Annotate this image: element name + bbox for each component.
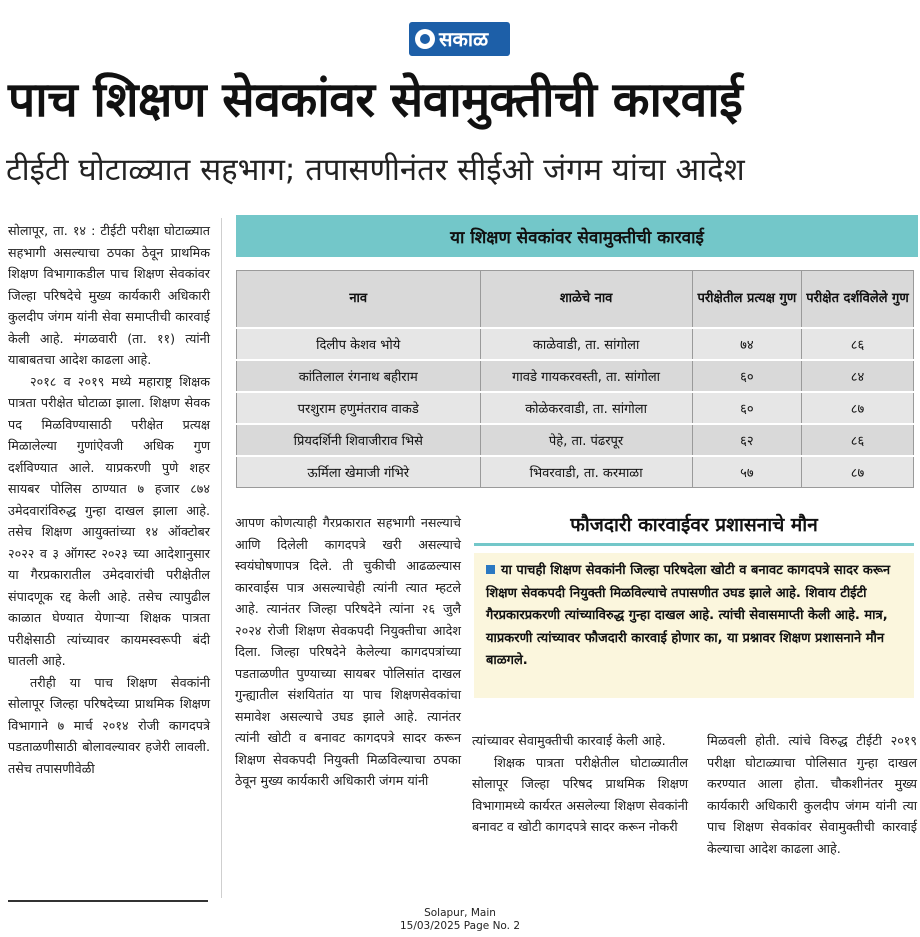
table-row: [237, 360, 914, 392]
page-footer: [0, 907, 920, 933]
bullet-square-icon: [486, 565, 495, 574]
table-cell: ऊर्मिला खेमाजी गंभिरे: [237, 456, 481, 488]
article-paragraph: तरीही या पाच शिक्षण सेवकांनी सोलापूर जिल्हा परिषदेच्या प्राथमिक शिक्षण विभागाने ७ मार्च २०१४ रोजी कागदपत्रे पडताळणीसाठी बोलावल्यावर हजेरी लावली. तसेच तपासणीवेळी: [8, 674, 210, 776]
table-cell: ८७: [801, 392, 913, 424]
table-cell: ७४: [692, 328, 801, 360]
article-column-4: [707, 730, 917, 859]
footer-edition: Solapur, Main: [424, 907, 496, 919]
table-cell: गावडे गायकरवस्ती, ता. सांगोला: [480, 360, 692, 392]
column-end-rule: [8, 900, 208, 902]
headline: पाच शिक्षण सेवकांवर सेवामुक्तीची कारवाई: [8, 72, 743, 128]
sidebar-body: या पाचही शिक्षण सेवकांनी जिल्हा परिषदेला खोटी व बनावट कागदपत्रे सादर करून शिक्षण सेवकपदी नियुक्ती मिळविल्याचे तपासणीत उघड झाले आहे. शिवाय टीईटी गैरप्रकारप्रकरणी त्यांच्याविरुद्ध गुन्हा दाखल आहे. त्यांची सेवासमाप्ती केली आहे. मात्र, याप्रकरणी त्यांच्यावर फौजदारी कारवाई होणार का, या प्रश्नावर शिक्षण प्रशासनाने मौन बाळगले.: [486, 563, 891, 668]
table-cell: काळेवाडी, ता. सांगोला: [480, 328, 692, 360]
table-cell: ६२: [692, 424, 801, 456]
table-header-school: शाळेचे नाव: [480, 271, 692, 329]
sidebar-title: फौजदारी कारवाईवर प्रशासनाचे मौन: [570, 514, 818, 536]
table-cell: ६०: [692, 360, 801, 392]
table-cell: ५७: [692, 456, 801, 488]
footer-date-page: 15/03/2025 Page No. 2: [399, 920, 521, 932]
article-paragraph: सोलापूर, ता. १४ : टीईटी परीक्षा घोटाळ्यात सहभागी असल्याचा ठपका ठेवून प्राथमिक शिक्षण विभागाकडील पाच शिक्षण सेवकांवर जिल्हा परिषदेचे मुख्य कार्यकारी अधिकारी कुलदीप जंगम यांनी सेवा समाप्तीची कारवाई केली आहे. मंगळवारी (ता. ११) त्यांनी याबाबतचा आदेश काढला आहे.: [8, 223, 210, 367]
table-cell: दिलीप केशव भोये: [237, 328, 481, 360]
table-cell: भिवरवाडी, ता. करमाळा: [480, 456, 692, 488]
sidebar-title-rule: [474, 543, 914, 546]
article-column-2: [235, 512, 461, 792]
sidebar-box: [474, 553, 914, 698]
table-header-actual-marks: परीक्षेतील प्रत्यक्ष गुण: [692, 271, 801, 329]
table-header-name: नाव: [237, 271, 481, 329]
table-title: या शिक्षण सेवकांवर सेवामुक्तीची कारवाई: [236, 215, 918, 257]
article-paragraph: शिक्षक पात्रता परीक्षेतील घोटाळ्यातील सोलापूर जिल्हा परिषद प्राथमिक शिक्षण विभागामध्ये कार्यरत असलेल्या शिक्षण सेवकांनी बनावट व खोटी कागदपत्रे सादर करून नोकरी: [472, 754, 688, 834]
table-row: [237, 424, 914, 456]
column-divider: [221, 218, 222, 898]
table-cell: कांतिलाल रंगनाथ बहीराम: [237, 360, 481, 392]
article-paragraph: मिळवली होती. त्यांचे विरुद्ध टीईटी २०१९ परीक्षा घोटाळ्याचा पोलिसात गुन्हा दाखल करण्यात आला होता. चौकशीनंतर मुख्य कार्यकारी अधिकारी कुलदीप जंगम यांनी त्या पाच शिक्षण सेवकांवर सेवामुक्तीची कारवाई केल्याचा आदेश काढला आहे.: [707, 733, 917, 856]
table-cell: परशुराम हणुमंतराव वाकडे: [237, 392, 481, 424]
article-column-1: [8, 220, 210, 779]
article-paragraph: २०१८ व २०१९ मध्ये महाराष्ट्र शिक्षक पात्रता परीक्षेत घोटाळा झाला. शिक्षण सेवक पद मिळविण्यासाठी परीक्षेत प्रत्यक्ष मिळालेल्या गुणांऐवजी अधिक गुण दर्शविण्यात आले. याप्रकरणी पुणे शहर सायबर पोलिस ठाण्यात ७ हजार ८७४ उमेदवारांविरुद्ध गुन्हा दाखल झाला आहे. तसेच शिक्षण आयुक्तांच्या १४ ऑक्टोबर २०२२ व ३ ऑगस्ट २०२३ च्या आदेशानुसार या गैरप्रकारातील उमेदवारांची परीक्षेतील संपादणूक रद्द केली आहे. तसेच त्यापुढील काळात घेण्यात येणाऱ्या शिक्षक पात्रता परीक्षेसाठी त्यांच्यावर कायमस्वरूपी बंदी घातली आहे.: [8, 373, 210, 668]
table-cell: पेहे, ता. पंढरपूर: [480, 424, 692, 456]
article-paragraph: त्यांच्यावर सेवामुक्तीची कारवाई केली आहे.: [472, 733, 666, 748]
table-row: [237, 456, 914, 488]
table-cell: ८६: [801, 328, 913, 360]
article-column-3: [472, 730, 688, 838]
table-cell: कोळेकरवाडी, ता. सांगोला: [480, 392, 692, 424]
table-cell: प्रियदर्शिनी शिवाजीराव भिसे: [237, 424, 481, 456]
logo-text: सकाळ: [439, 27, 489, 51]
table-cell: ८४: [801, 360, 913, 392]
table-header-shown-marks: परीक्षेत दर्शविलेले गुण: [801, 271, 913, 329]
table-row: [237, 328, 914, 360]
masthead-logo: [409, 22, 510, 56]
table-header-row: [237, 271, 914, 329]
teachers-table: [236, 270, 914, 488]
table-cell: ६०: [692, 392, 801, 424]
table-row: [237, 392, 914, 424]
subheadline: टीईटी घोटाळ्यात सहभाग; तपासणीनंतर सीईओ जंगम यांचा आदेश: [6, 152, 745, 188]
table-cell: ८७: [801, 456, 913, 488]
logo-emblem-icon: [415, 29, 435, 49]
article-paragraph: आपण कोणत्याही गैरप्रकारात सहभागी नसल्याचे आणि दिलेली कागदपत्रे खरी असल्याचे स्वयंघोषणापत्र दिले. ती चुकीची आढळल्यास कारवाईस पात्र असल्याचेही त्यांनी त्यात म्हटले आहे. त्यानंतर जिल्हा परिषदेने त्यांना २६ जुलै २०२४ रोजी शिक्षण सेवकपदी नियुक्तीचा आदेश दिला. जिल्हा परिषदेने केलेल्या कागदपत्रांच्या पडताळणीत पुण्याच्या सायबर पोलिसांत दाखल गुन्ह्यातील संशयितांत या पाच शिक्षणसेवकांचा समावेश असल्याचे उघड झाले आहे. त्यानंतर त्यांनी खोटी व बनावट कागदपत्रे सादर करून शिक्षण सेवकपदी नियुक्ती मिळविल्याचा ठपका ठेवून मुख्य कार्यकारी अधिकारी जंगम यांनी: [235, 515, 461, 788]
table-cell: ८६: [801, 424, 913, 456]
